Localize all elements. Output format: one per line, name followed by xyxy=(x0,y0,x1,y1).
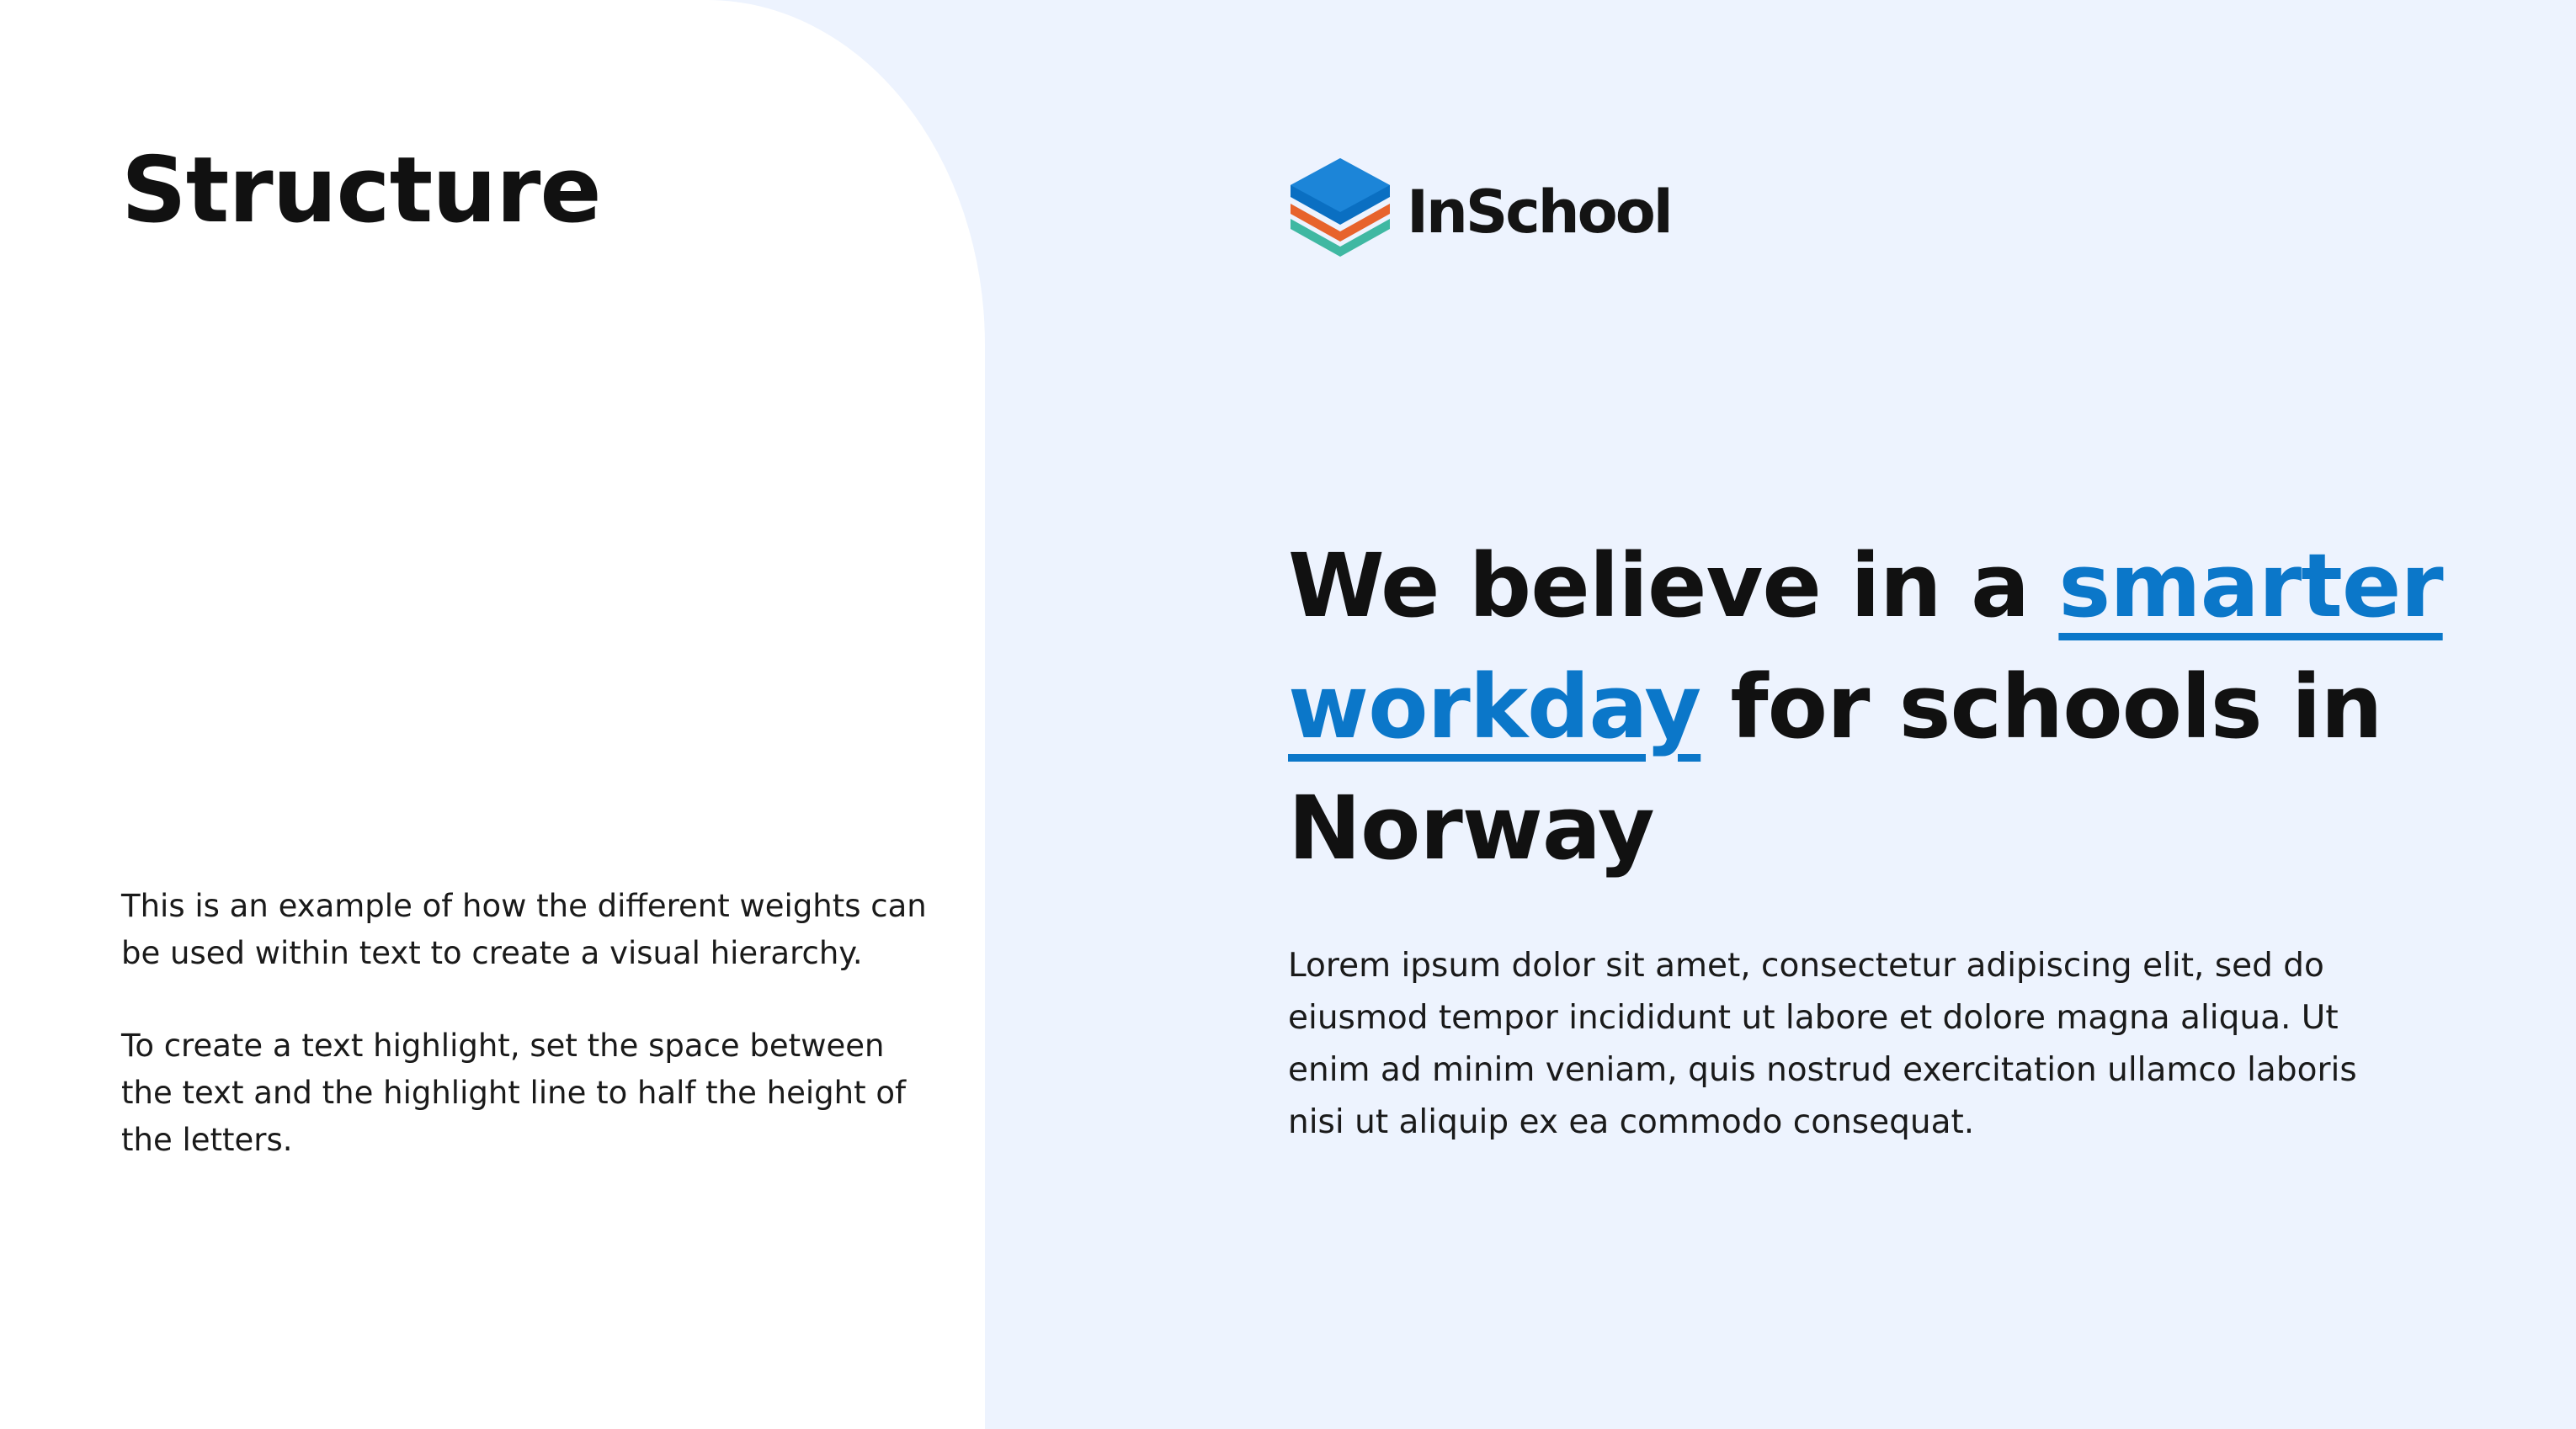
hierarchy-note: This is an example of how the different weights can be used within text to create a visual hierarchy. xyxy=(121,888,927,971)
section-title: Structure xyxy=(121,138,601,243)
headline-part-1: We believe in a xyxy=(1288,534,2059,637)
headline xyxy=(1288,525,2467,889)
headline-part-2: for schools in Norway xyxy=(1288,656,2382,879)
headline-highlight: smarter workday xyxy=(1288,534,2443,758)
brand-name: InSchool xyxy=(1407,178,1671,247)
body-paragraph: Lorem ipsum dolor sit amet, consectetur adipiscing elit, sed do eiusmod tempor incididunt ut labore et dolore magna aliqua. Ut enim ad minim veniam, quis nostrud exercitation ullamco laboris nisi ut aliquip ex ea commodo consequat. xyxy=(1288,947,2357,1141)
inschool-logo xyxy=(1285,153,1671,271)
inschool-logo-icon xyxy=(1285,153,1395,271)
highlight-note: To create a text highlight, set the space between the text and the highlight line to half the height of the letters. xyxy=(121,1028,907,1158)
